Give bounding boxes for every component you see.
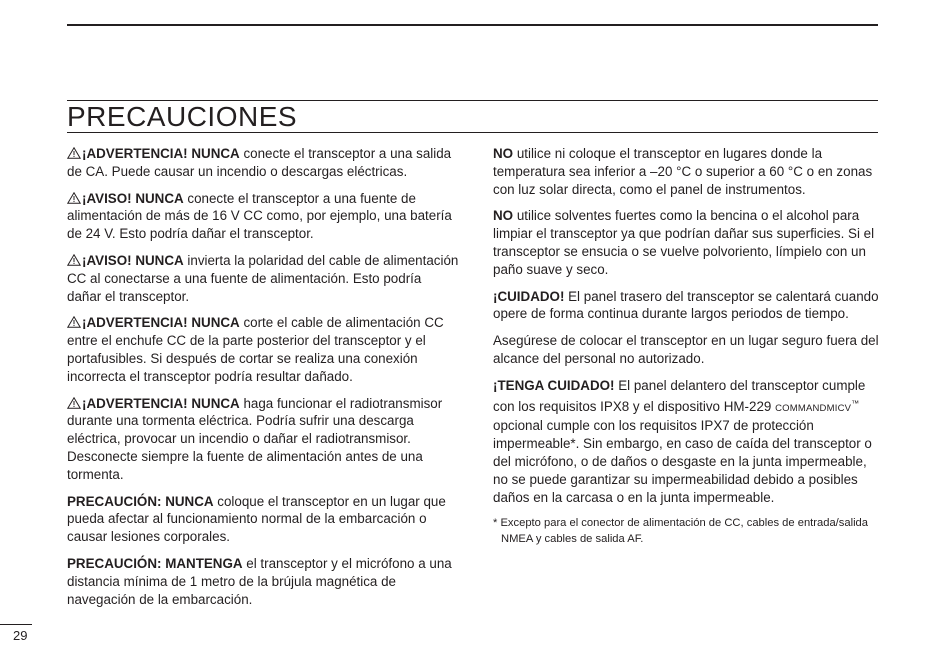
precaution-item (67, 555, 459, 608)
precaution-text: conecte el transceptor a una fuente de alimentación de más de 16 V CC como, por ejemplo, una batería de 24 V. Esto podría dañar el transceptor. (67, 190, 452, 242)
precaution-lead: ¡ADVERTENCIA! NUNCA (82, 395, 240, 411)
warning-triangle-icon (67, 254, 81, 266)
precaution-lead: ¡ADVERTENCIA! NUNCA (82, 146, 240, 161)
precaution-lead: NO (493, 146, 514, 161)
warning-triangle-icon (67, 147, 81, 159)
precaution-lead: NO (493, 208, 514, 224)
precaution-item-waterproof (493, 377, 885, 507)
precaution-text: el transceptor y el micrófono a una distancia mínima de 1 metro de la brújula magnética de navegación de la embarcación. (67, 555, 452, 607)
precaution-item (493, 207, 885, 278)
precaution-lead: PRECAUCIÓN: MANTENGA (67, 555, 243, 571)
precaution-text: conecte el transceptor a una salida de CA. Puede causar un incendio o descargas eléctricas. (67, 146, 452, 179)
precaution-text: corte el cable de alimentación CC entre el enchufe CC de la parte posterior del transceptor y el portafusibles. Si después de cortar se realiza una conexión incorrecta el transceptor podría resultar dañado. (67, 315, 444, 384)
precaution-text: utilice solventes fuertes como la bencina o el alcohol para limpiar el transceptor ya que podrían dañar sus superficies. Si el transceptor se ensucia o se vuelve polvoriento, límpielo con un paño suave y seco. (493, 208, 875, 277)
precaution-text: opcional cumple con los requisitos IPX7 de protección impermeable*. Sin embargo, en caso de caída del transceptor o del micrófono, o de daños o desgaste en la junta impermeable, no se puede garantizar su impermeabilidad debido a posibles daños en la carcasa o en la junta impermeable. (493, 418, 872, 505)
precaution-item (67, 190, 459, 243)
precaution-item (493, 145, 885, 198)
page-number-rule (0, 624, 32, 625)
precaution-text: El panel trasero del transceptor se calentará cuando opere de forma continua durante largos periodos de tiempo. (493, 288, 879, 322)
precaution-lead: ¡TENGA CUIDADO! (493, 377, 615, 393)
page-title: PRECAUCIONES (67, 101, 298, 132)
precaution-item (67, 252, 459, 305)
warning-triangle-icon (67, 192, 81, 204)
precaution-lead: ¡AVISO! NUNCA (82, 190, 184, 206)
header-rule (67, 24, 878, 26)
precaution-lead: ¡AVISO! NUNCA (82, 252, 184, 268)
footnote: * Excepto para el conector de alimentación de CC, cables de entrada/salida NMEA y cables de salida AF. (493, 517, 869, 546)
product-name: COMMANDMICV (775, 402, 852, 414)
title-rule-bottom (67, 132, 878, 133)
precaution-lead: ¡ADVERTENCIA! NUNCA (82, 315, 240, 331)
precaution-item (67, 145, 459, 181)
precaution-text: El panel delantero del transceptor cumple con los requisitos IPX8 y el dispositivo HM-229 (493, 377, 866, 414)
precaution-item (67, 314, 459, 385)
precaution-text: Asegúrese de colocar el transceptor en un lugar seguro fuera del alcance del personal no autorizado. (493, 333, 879, 366)
trademark-symbol: ™ (851, 398, 860, 408)
page-number: 29 (13, 628, 28, 643)
precaution-text: utilice ni coloque el transceptor en lugares donde la temperatura sea inferior a –20 °C o superior a 60 °C o en zonas con luz solar directa, como el panel de instrumentos. (493, 146, 873, 197)
left-column (67, 145, 459, 617)
precaution-item (493, 332, 885, 368)
warning-triangle-icon (67, 316, 81, 328)
precaution-text: haga funcionar el radiotransmisor durante una tormenta eléctrica. Podría sufrir una descarga eléctrica, provocar un incendio o dañar el radiotransmisor. Desconecte siempre la fuente de alimentación antes de una tormenta. (67, 395, 443, 482)
precaution-lead: PRECAUCIÓN: NUNCA (67, 493, 214, 509)
right-column (493, 145, 885, 547)
precaution-item (67, 395, 459, 484)
precaution-text: invierta la polaridad del cable de alimentación CC al conectarse a una fuente de alimentación. Esto podría dañar el transceptor. (67, 252, 459, 304)
precaution-item (67, 493, 459, 546)
precaution-item (493, 288, 885, 324)
warning-triangle-icon (67, 397, 81, 409)
precaution-lead: ¡CUIDADO! (493, 288, 565, 304)
precaution-text: coloque el transceptor en un lugar que pueda afectar al funcionamiento normal de la embarcación o causar lesiones corporales. (67, 493, 446, 545)
